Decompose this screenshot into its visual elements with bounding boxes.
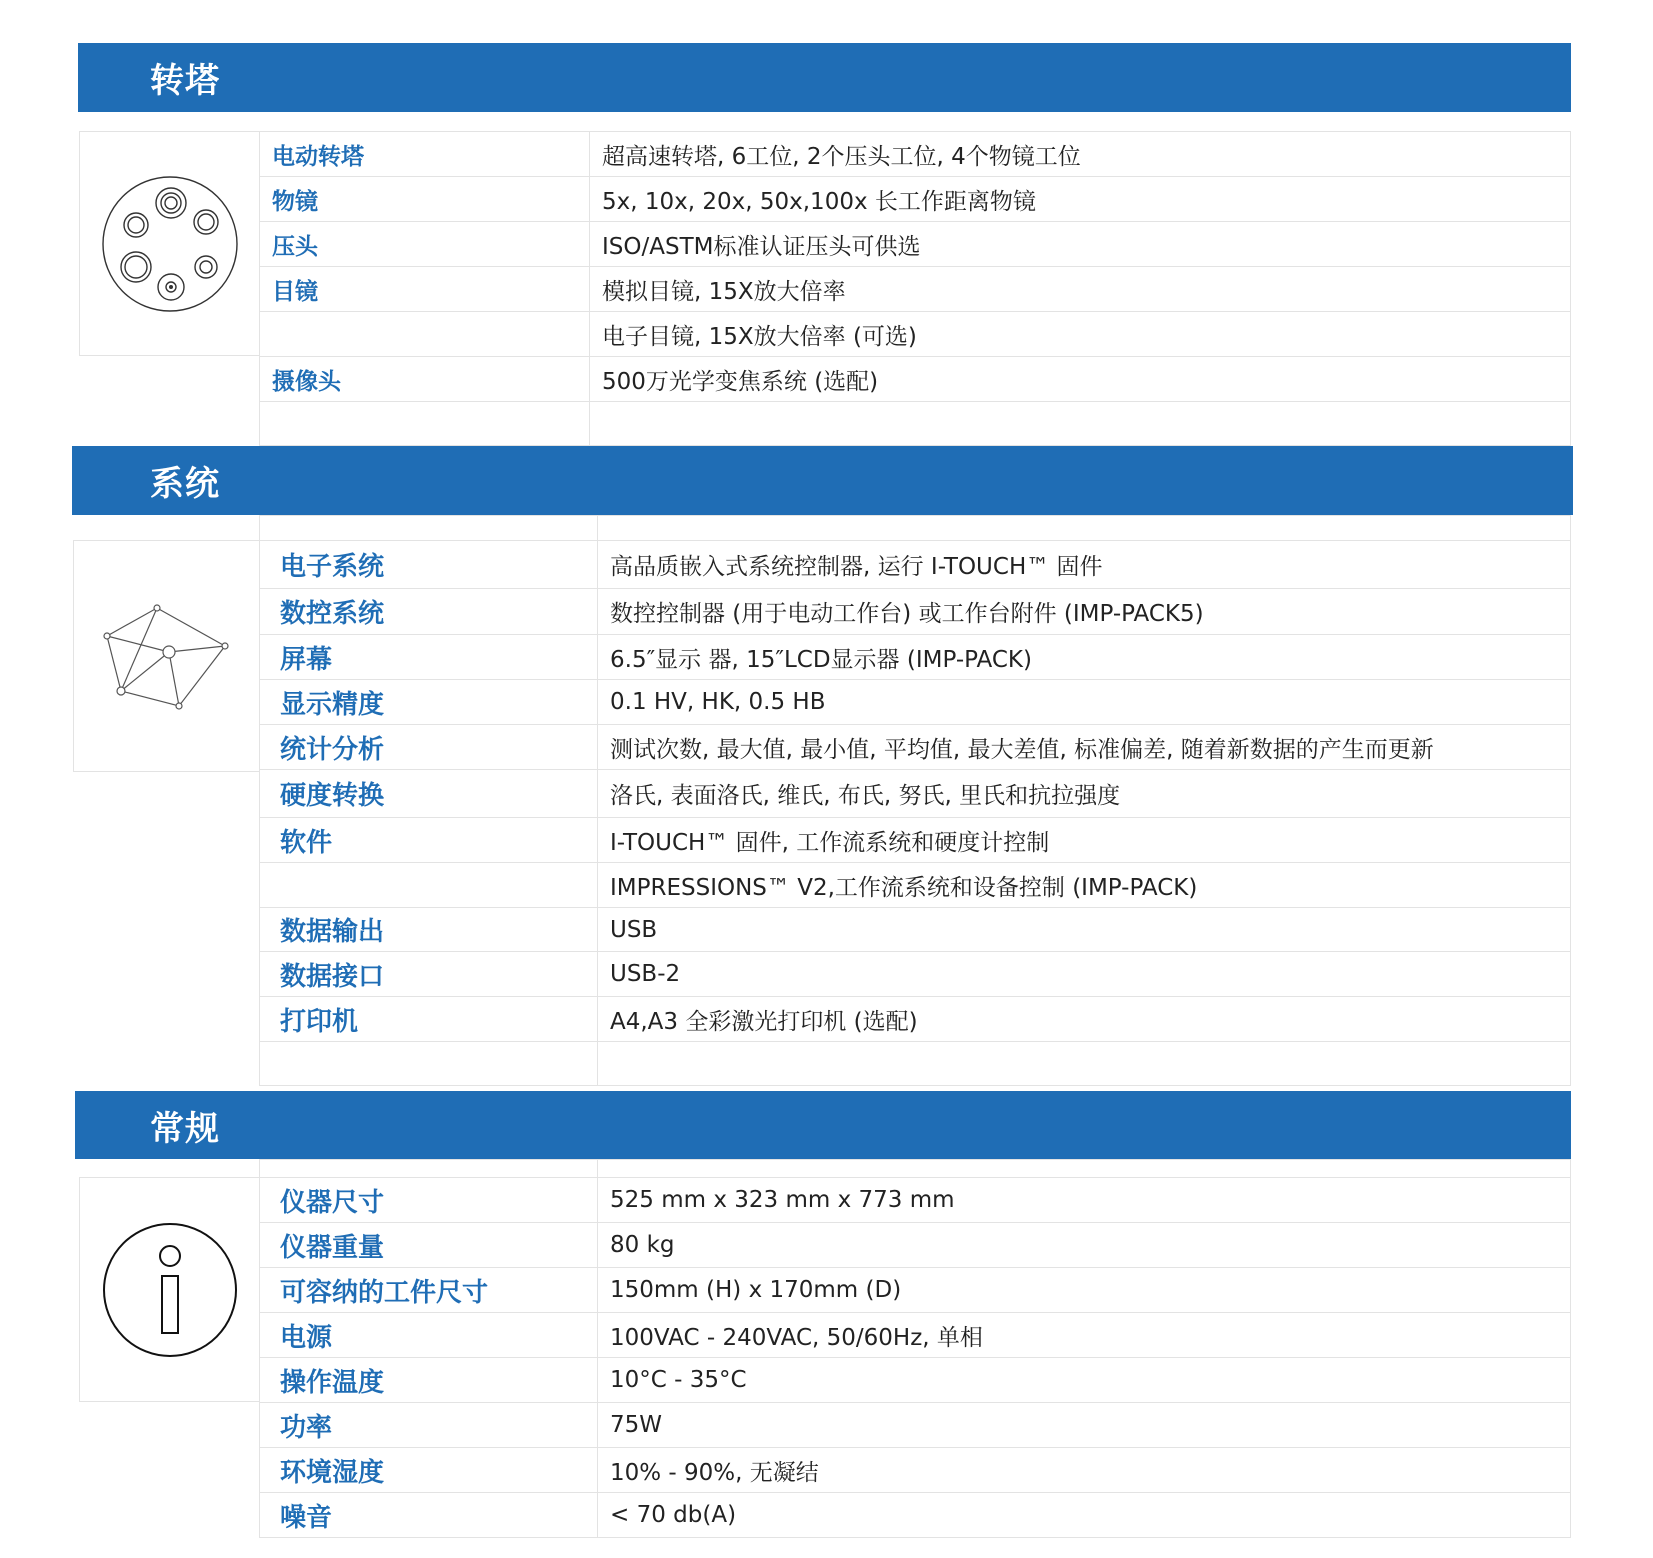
spec-label: 压头 xyxy=(260,222,590,267)
section-banner-system xyxy=(72,446,1573,515)
spec-label: 电源 xyxy=(260,1313,598,1358)
spec-value: A4,A3 全彩激光打印机 (选配) xyxy=(598,997,1571,1042)
spec-value: 模拟目镜, 15X放大倍率 xyxy=(590,267,1571,312)
spec-value: 10°C - 35°C xyxy=(598,1358,1571,1403)
spec-label: 数据接口 xyxy=(260,952,598,997)
spec-value: 6.5″显示 器, 15″LCD显示器 (IMP-PACK) xyxy=(598,635,1571,680)
table-row xyxy=(260,1178,1571,1223)
table-row xyxy=(260,1358,1571,1403)
table-row xyxy=(260,1313,1571,1358)
spec-value: 75W xyxy=(598,1403,1571,1448)
spec-value: 500万光学变焦系统 (选配) xyxy=(590,357,1571,402)
spec-label: 硬度转换 xyxy=(260,770,598,818)
spec-value: USB-2 xyxy=(598,952,1571,997)
spec-value: 测试次数, 最大值, 最小值, 平均值, 最大差值, 标准偏差, 随着新数据的产生而更新 xyxy=(598,725,1571,770)
spec-label: 仪器尺寸 xyxy=(260,1178,598,1223)
spec-label: 统计分析 xyxy=(260,725,598,770)
table-row xyxy=(260,132,1571,177)
table-row xyxy=(260,357,1571,402)
spec-value: 10% - 90%, 无凝结 xyxy=(598,1448,1571,1493)
spec-value: < 70 db(A) xyxy=(598,1493,1571,1538)
spec-label xyxy=(260,863,598,908)
section-title: 转塔 xyxy=(150,61,220,101)
table-row xyxy=(260,516,1571,541)
spec-label: 打印机 xyxy=(260,997,598,1042)
section-title: 系统 xyxy=(150,464,220,504)
spec-label: 物镜 xyxy=(260,177,590,222)
spec-label: 摄像头 xyxy=(260,357,590,402)
info-icon-box xyxy=(79,1177,260,1402)
table-row xyxy=(260,725,1571,770)
section-title: 常规 xyxy=(150,1108,220,1149)
turret-icon xyxy=(95,169,245,319)
spec-value: 数控控制器 (用于电动工作台) 或工作台附件 (IMP-PACK5) xyxy=(598,589,1571,635)
spec-label: 电子系统 xyxy=(260,541,598,589)
table-row xyxy=(260,863,1571,908)
section-banner-general xyxy=(75,1091,1571,1159)
spec-value: 80 kg xyxy=(598,1223,1571,1268)
spec-value: 150mm (H) x 170mm (D) xyxy=(598,1268,1571,1313)
table-row xyxy=(260,312,1571,357)
table-row xyxy=(260,1403,1571,1448)
spec-label xyxy=(260,516,598,541)
table-row xyxy=(260,680,1571,725)
spec-value: ISO/ASTM标准认证压头可供选 xyxy=(590,222,1571,267)
spec-value: 5x, 10x, 20x, 50x,100x 长工作距离物镜 xyxy=(590,177,1571,222)
table-row xyxy=(260,1448,1571,1493)
spec-label xyxy=(260,1160,598,1178)
spec-label xyxy=(260,402,590,446)
spec-value: 洛氏, 表面洛氏, 维氏, 布氏, 努氏, 里氏和抗拉强度 xyxy=(598,770,1571,818)
spec-value: USB xyxy=(598,908,1571,952)
spec-value: 0.1 HV, HK, 0.5 HB xyxy=(598,680,1571,725)
table-row xyxy=(260,1223,1571,1268)
table-row xyxy=(260,1268,1571,1313)
info-icon xyxy=(100,1220,240,1360)
table-row xyxy=(260,267,1571,312)
spec-value: 高品质嵌入式系统控制器, 运行 I-TOUCH™ 固件 xyxy=(598,541,1571,589)
spec-value xyxy=(598,516,1571,541)
table-row xyxy=(260,541,1571,589)
spec-value: 电子目镜, 15X放大倍率 (可选) xyxy=(590,312,1571,357)
table-row xyxy=(260,908,1571,952)
spec-label: 功率 xyxy=(260,1403,598,1448)
spec-label: 电动转塔 xyxy=(260,132,590,177)
spec-label: 仪器重量 xyxy=(260,1223,598,1268)
spec-label: 目镜 xyxy=(260,267,590,312)
turret-icon-box xyxy=(79,131,260,356)
spec-label: 操作温度 xyxy=(260,1358,598,1403)
table-row xyxy=(260,222,1571,267)
table-row xyxy=(260,635,1571,680)
spec-value xyxy=(598,1042,1571,1086)
spec-value xyxy=(598,1160,1571,1178)
spec-value: I-TOUCH™ 固件, 工作流系统和硬度计控制 xyxy=(598,818,1571,863)
network-graph-icon xyxy=(97,596,237,716)
spec-label: 数据输出 xyxy=(260,908,598,952)
table-row xyxy=(260,1493,1571,1538)
system-spec-table xyxy=(259,515,1571,1086)
spec-value: 525 mm x 323 mm x 773 mm xyxy=(598,1178,1571,1223)
system-icon-box xyxy=(73,540,260,772)
turret-spec-table xyxy=(259,131,1571,446)
section-banner-turret xyxy=(78,43,1571,112)
spec-value xyxy=(590,402,1571,446)
spec-value: 超高速转塔, 6工位, 2个压头工位, 4个物镜工位 xyxy=(590,132,1571,177)
spec-label xyxy=(260,1042,598,1086)
general-spec-table xyxy=(259,1159,1571,1538)
table-row xyxy=(260,177,1571,222)
table-row xyxy=(260,997,1571,1042)
spec-label: 软件 xyxy=(260,818,598,863)
table-row xyxy=(260,589,1571,635)
spec-label: 环境湿度 xyxy=(260,1448,598,1493)
table-row xyxy=(260,818,1571,863)
spec-value: IMPRESSIONS™ V2,工作流系统和设备控制 (IMP-PACK) xyxy=(598,863,1571,908)
table-row xyxy=(260,402,1571,446)
table-row xyxy=(260,952,1571,997)
spec-label: 显示精度 xyxy=(260,680,598,725)
table-row xyxy=(260,1160,1571,1178)
spec-label xyxy=(260,312,590,357)
spec-label: 可容纳的工件尺寸 xyxy=(260,1268,598,1313)
spec-label: 噪音 xyxy=(260,1493,598,1538)
spec-label: 数控系统 xyxy=(260,589,598,635)
table-row xyxy=(260,770,1571,818)
spec-label: 屏幕 xyxy=(260,635,598,680)
spec-value: 100VAC - 240VAC, 50/60Hz, 单相 xyxy=(598,1313,1571,1358)
table-row xyxy=(260,1042,1571,1086)
